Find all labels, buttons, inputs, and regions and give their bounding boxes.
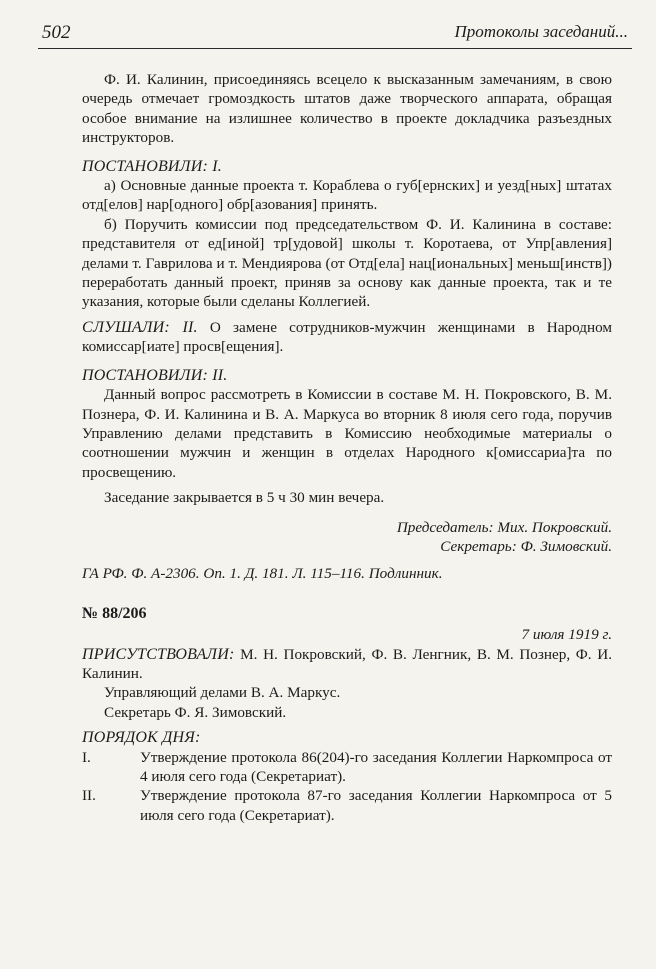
present-line [82,645,612,684]
slushali-2-heading: СЛУШАЛИ: II. [82,318,198,336]
agenda-item-text: Утверждение протокола 87-го заседания Коллегии Наркомпроса от 5 июля сего года (Секретариат). [140,787,612,824]
resolution-item-a: а) Основные данные проекта т. Кораблева о губ[ернских] и уезд[ных] штатах отд[елов] нар[одного] обр[азования] принять. [82,177,612,214]
signatures [82,518,612,557]
slushali-2-text: О замене сотрудников-мужчин женщинами в Народном комиссар[иате] просв[ещения]. [82,318,612,356]
page-header [38,20,632,49]
meeting-closing: Заседание закрывается в 5 ч 30 мин вечера. [104,489,385,507]
secretary-line: Секретарь Ф. Я. Зимовский. [104,703,287,721]
page-body [82,70,612,825]
agenda-item [82,748,612,787]
kalinin-paragraph: Ф. И. Калинин, присоединяясь всецело к высказанным замечаниям, в свою очередь отмечает громоздкость штатов даже творческого аппарата, обращая особое внимание на излишнее количество в проекте докладчика разъездных инструкторов. [82,71,612,147]
slushali-2 [82,318,612,357]
archive-reference: ГА РФ. Ф. А-2306. Оп. 1. Д. 181. Л. 115–116. Подлинник. [82,565,443,583]
page-number: 502 [42,22,71,43]
agenda-heading: ПОРЯДОК ДНЯ: [82,729,201,747]
agenda-item-number: I. [82,748,91,766]
postanovili-2-heading: ПОСТАНОВИЛИ: II. [82,366,228,384]
present-heading: ПРИСУТСТВОВАЛИ: [82,645,235,663]
document-date: 7 июля 1919 г. [521,626,612,644]
manager-line: Управляющий делами В. А. Маркус. [104,684,341,702]
resolution-item-b: б) Поручить комиссии под председательством Ф. И. Калинина в составе: представителя от ед[иной] тр[удовой] школы т. Коротаева, от Упр[авления] делами т. Гаврилова и т. Мендиярова (от Отд[ела] нац[иональных] меньш[инств]) переработать данный проект, приняв за основу как данные проекта, так и те указания, которые были сделаны Коллегией. [82,215,612,311]
chair-signature: Председатель: Мих. Покровский. [396,518,612,536]
agenda-item [82,786,612,825]
document-number: № 88/206 [82,604,147,622]
agenda-item-number: II. [82,787,96,805]
running-title: Протоколы заседаний... [454,22,628,41]
present-names: М. Н. Покровский, Ф. В. Ленгник, В. М. Познер, Ф. И. Калинин. [82,645,612,682]
agenda-item-text: Утверждение протокола 86(204)-го заседания Коллегии Наркомпроса от 4 июля сего года (Секретариат). [140,748,612,785]
resolution-2-paragraph: Данный вопрос рассмотреть в Комиссии в составе М. Н. Покровского, В. М. Познера, Ф. И. Калинина и В. А. Маркуса во вторник 8 июля сего года, поручив Управлению делами представить в Комиссию необходимые материалы о соотношении мужчин и женщин в отделах Народного к[омиссариа]та по просвещению. [82,386,612,481]
secretary-signature: Секретарь: Ф. Зимовский. [440,537,612,555]
postanovili-1-heading: ПОСТАНОВИЛИ: I. [82,157,222,175]
